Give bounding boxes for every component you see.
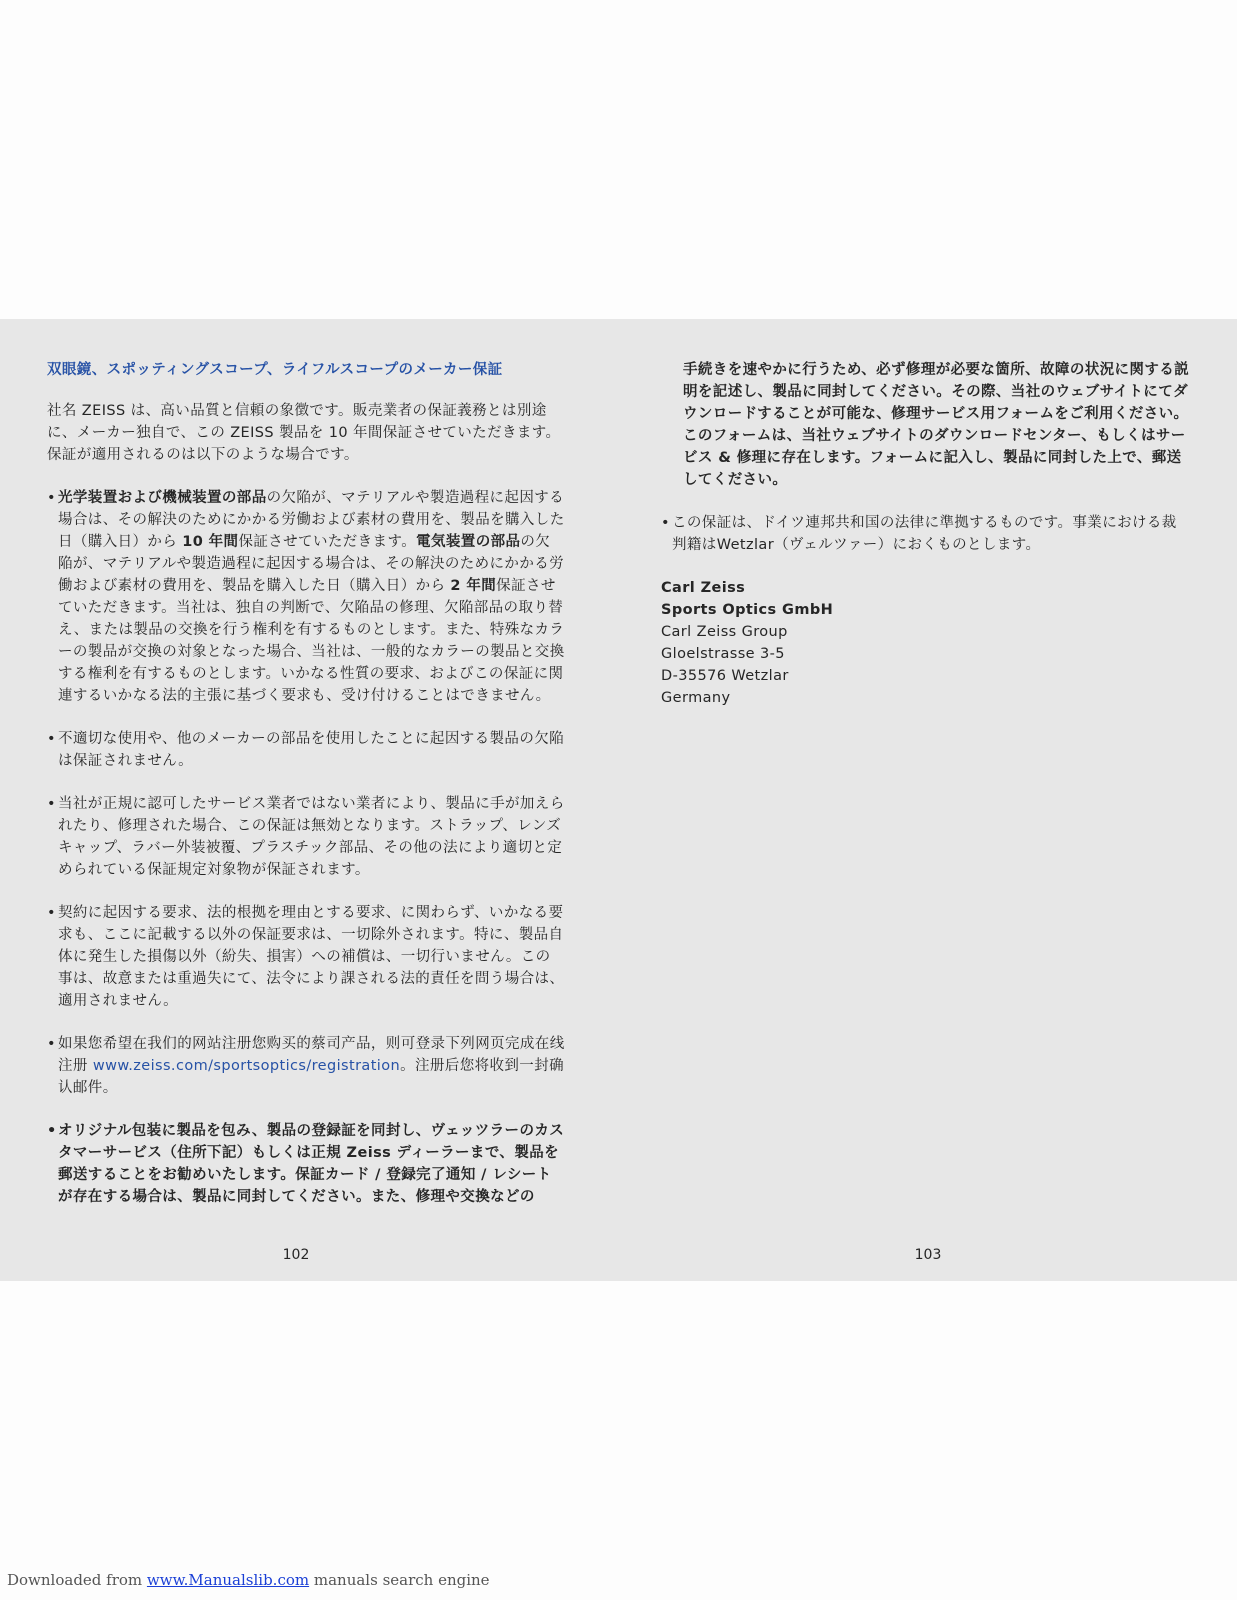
- address-country: Germany: [661, 690, 731, 706]
- page-title: 双眼鏡、スポッティングスコープ、ライフルスコープのメーカー保証: [47, 362, 503, 378]
- right-page: [661, 359, 1190, 709]
- download-footer: Downloaded from www.Manualslib.com manuals search engine: [7, 1571, 490, 1589]
- electrical-parts-label: 電気装置の部品: [416, 534, 521, 550]
- bullet-dot: •: [47, 490, 56, 506]
- optical-parts-label: 光学装置および機械装置の部品: [58, 490, 267, 506]
- left-page: [47, 359, 565, 1229]
- two-years: 2 年間: [450, 578, 497, 594]
- company-name: Carl Zeiss: [661, 580, 746, 596]
- manualslib-link[interactable]: www.Manualslib.com: [146, 1571, 310, 1589]
- intro-paragraph: 社名 ZEISS は、高い品質と信頼の象徴です。販売業者の保証義務とは別途に、メーカー独自で、この ZEISS 製品を 10 年間保証させていただきます。保証が適用されるのは以下のような場合です。: [47, 403, 561, 463]
- bullet-unauthorized-repair: • 当社が正規に認可したサービス業者ではない業者により、製品に手が加えられたり、修理された場合、この保証は無効となります。ストラップ、レンズキャップ、ラバー外装被覆、プラスチック部品、その他の法により適切と定められている保証規定対象物が保証されます。: [47, 796, 565, 878]
- bullet-improper-use: • 不適切な使用や、他のメーカーの部品を使用したことに起因する製品の欠陥は保証されません。: [47, 731, 565, 769]
- address-city: D-35576 Wetzlar: [661, 668, 789, 684]
- company-address: [661, 577, 1190, 709]
- company-group: Carl Zeiss Group: [661, 624, 788, 640]
- registration-link[interactable]: www.zeiss.com/sportsoptics/registration: [92, 1058, 401, 1074]
- address-street: Gloelstrasse 3-5: [661, 646, 785, 662]
- ten-years: 10 年間: [182, 534, 239, 550]
- page-number-left: 102: [282, 1247, 310, 1263]
- company-division: Sports Optics GmbH: [661, 602, 834, 618]
- bullet-shipping: • オリジナル包装に製品を包み、製品の登録証を同封し、ヴェッツラーのカスタマーサービス（住所下記）もしくは正規 Zeiss ディーラーまで、製品を郵送することをお勧めいたします。保証カード / 登録完了通知 / レシートが存在する場合は、製品に同封してください。また、修理や交換などの: [47, 1123, 565, 1205]
- bullet-governing-law: • この保証は、ドイツ連邦共和国の法律に準拠するものです。事業における裁判籍はWetzlar（ヴェルツァー）におくものとします。: [661, 515, 1177, 553]
- bullet-registration: • 如果您希望在我们的网站注册您购买的蔡司产品，则可登录下列网页完成在线注册 www.zeiss.com/sportsoptics/registration。注册后您将收到一封确认邮件。: [47, 1036, 565, 1096]
- bullet-exclusions: • 契約に起因する要求、法的根拠を理由とする要求、に関わらず、いかなる要求も、ここに記載する以外の保証要求は、一切除外されます。特に、製品自体に発生した損傷以外（紛失、損害）への補償は、一切行いません。この事は、故意または重過失にて、法令により課される法的責任を問う場合は、適用されません。: [47, 905, 565, 1009]
- shipping-continuation: 手続きを速やかに行うため、必ず修理が必要な箇所、故障の状況に関する説明を記述し、製品に同封してください。その際、当社のウェブサイトにてダウンロードすることが可能な、修理サービス用フォームをご利用ください。このフォームは、当社ウェブサイトのダウンロードセンター、もしくはサービス & 修理に存在します。フォームに記入し、製品に同封した上で、郵送してください。: [683, 362, 1190, 488]
- page-number-right: 103: [914, 1247, 942, 1263]
- manual-spread: [0, 319, 1237, 1281]
- bullet-optical-warranty: • 光学装置および機械装置の部品の欠陥が、マテリアルや製造過程に起因する場合は、その解決のためにかかる労働および素材の費用を、製品を購入した日（購入日）から 10 年間保証させていただきます。電気装置の部品の欠陥が、マテリアルや製造過程に起因する場合は、その解決のためにかかる労働および素材の費用を、製品を購入した日（購入日）から 2 年間保証させていただきます。当社は、独自の判断で、欠陥品の修理、欠陥部品の取り替え、または製品の交換を行う権利を有するものとします。また、特殊なカラーの製品が交換の対象となった場合、当社は、一般的なカラーの製品と交換する権利を有するものとします。いかなる性質の要求、およびこの保証に関連するいかなる法的主張に基づく要求も、受け付けることはできません。: [47, 487, 565, 707]
